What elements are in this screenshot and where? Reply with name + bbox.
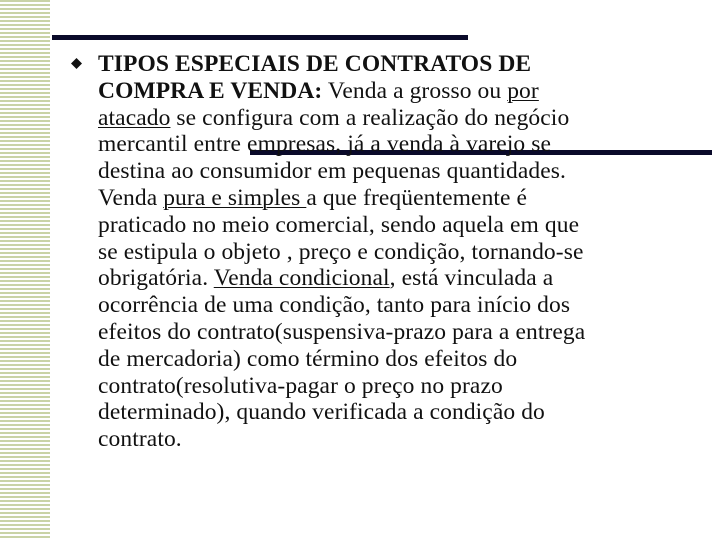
text-line-6 bbox=[98, 185, 688, 212]
text-segment: obrigatória. bbox=[98, 265, 214, 292]
text-line-13: contrato(resolutiva-pagar o preço no prazo bbox=[98, 372, 503, 399]
top-divider-rule bbox=[52, 35, 468, 40]
slide-body-text bbox=[98, 51, 688, 453]
text-line-11: efeitos do contrato(suspensiva-prazo para a entrega bbox=[98, 318, 586, 345]
decorative-stripe-panel bbox=[0, 0, 50, 540]
text-segment: a que freqüentemente é bbox=[306, 184, 528, 211]
text-line-10: ocorrência de uma condição, tanto para início dos bbox=[98, 292, 571, 319]
underlined-term-por: por bbox=[507, 77, 539, 104]
text-segment: Venda bbox=[98, 184, 164, 211]
text-line-15: contrato. bbox=[98, 426, 182, 453]
text-line-1 bbox=[98, 51, 688, 78]
text-line-3 bbox=[98, 105, 688, 132]
text-line-8: se estipula o objeto , preço e condição, tornando-se bbox=[98, 238, 584, 265]
text-segment: Venda a grosso ou bbox=[322, 77, 508, 104]
underlined-term-venda-condicional: Venda condicional bbox=[213, 265, 390, 292]
diamond-bullet-icon bbox=[71, 58, 82, 69]
text-line-7: praticado no meio comercial, sendo aquela em que bbox=[98, 211, 580, 238]
underlined-term-pura-e-simples: pura e simples bbox=[163, 184, 307, 211]
text-line-5: destina ao consumidor em pequenas quantidades. bbox=[98, 158, 566, 185]
underlined-term-atacado: atacado bbox=[98, 104, 171, 131]
heading-part-1: TIPOS ESPECIAIS DE CONTRATOS DE bbox=[98, 51, 532, 77]
text-line-14: determinado), quando verificada a condição do bbox=[98, 399, 545, 426]
heading-part-2: COMPRA E VENDA: bbox=[98, 77, 323, 104]
text-line-12: de mercadoria) como término dos efeitos do bbox=[98, 345, 518, 372]
text-line-4: mercantil entre empresas, já a venda à varejo se bbox=[98, 131, 552, 158]
text-line-9 bbox=[98, 265, 688, 292]
text-segment: se configura com a realização do negócio bbox=[170, 104, 570, 131]
text-line-2 bbox=[98, 78, 688, 105]
text-segment: , está vinculada a bbox=[389, 265, 554, 292]
